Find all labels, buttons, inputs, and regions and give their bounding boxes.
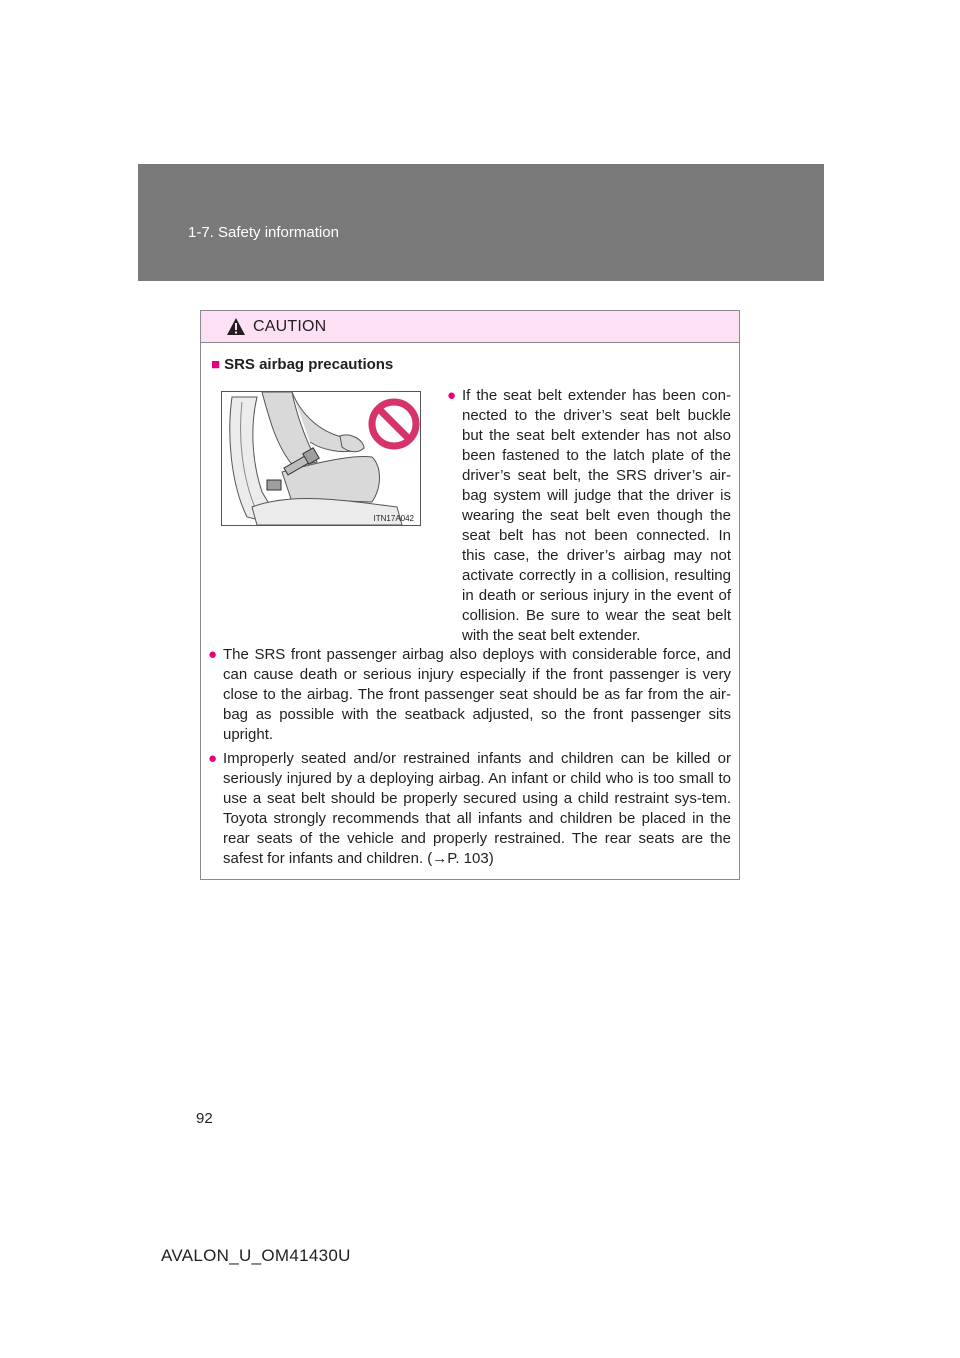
- header-band: [138, 164, 824, 281]
- document-code: AVALON_U_OM41430U: [161, 1246, 351, 1265]
- square-bullet-icon: ■: [211, 356, 221, 373]
- bullet-dot-icon: ●: [447, 387, 457, 404]
- bullet-item: [208, 749, 731, 869]
- warning-triangle-icon: [226, 317, 246, 336]
- subheading: [211, 356, 393, 373]
- caution-box: [200, 310, 740, 880]
- bullet-dot-icon: ●: [208, 646, 218, 663]
- bullet-item: [208, 645, 731, 745]
- bullet-text: If the seat belt extender has been con-nected to the driver’s seat belt buckle but the seat belt extender has not also been fastened to the latch plate of the driver’s seat belt, the SRS driver’s air-bag system will judge that the driver is wearing the seat belt even though the seat belt has not been connected. In this case, the driver’s airbag may not activate correctly in a collision, resulting in death or serious injury in the event of collision. Be sure to wear the seat belt with the seat belt extender.: [462, 387, 731, 644]
- caution-title: CAUTION: [253, 317, 327, 335]
- bullet-text: The SRS front passenger airbag also deploys with considerable force, and can cause death or serious injury especially if the front passenger is very close to the airbag. The front passenger seat should be as far from the air-bag as possible with the seatback adjusted, so the front passenger sits upright.: [223, 646, 731, 743]
- bullet-item: [447, 386, 731, 646]
- page-number: 92: [196, 1110, 213, 1127]
- seat-belt-extender-drawing: [222, 392, 420, 525]
- bullet-text: Improperly seated and/or restrained infants and children can be killed or seriously injured by a deploying airbag. An infant or child who is too small to use a seat belt should be properly secured using a child restraint sys-tem. Toyota strongly recommends that all infants and children be placed in the rear seats of the vehicle and properly restrained. The rear seats are the safest for infants and children. (→P. 103): [223, 750, 731, 867]
- bullet-dot-icon: ●: [208, 750, 218, 767]
- seat-belt-illustration: [221, 391, 421, 526]
- figure-label: ITN17A042: [373, 514, 414, 523]
- section-title: 1-7. Safety information: [188, 224, 339, 241]
- caution-header: [201, 311, 739, 343]
- subheading-text: SRS airbag precautions: [224, 356, 394, 373]
